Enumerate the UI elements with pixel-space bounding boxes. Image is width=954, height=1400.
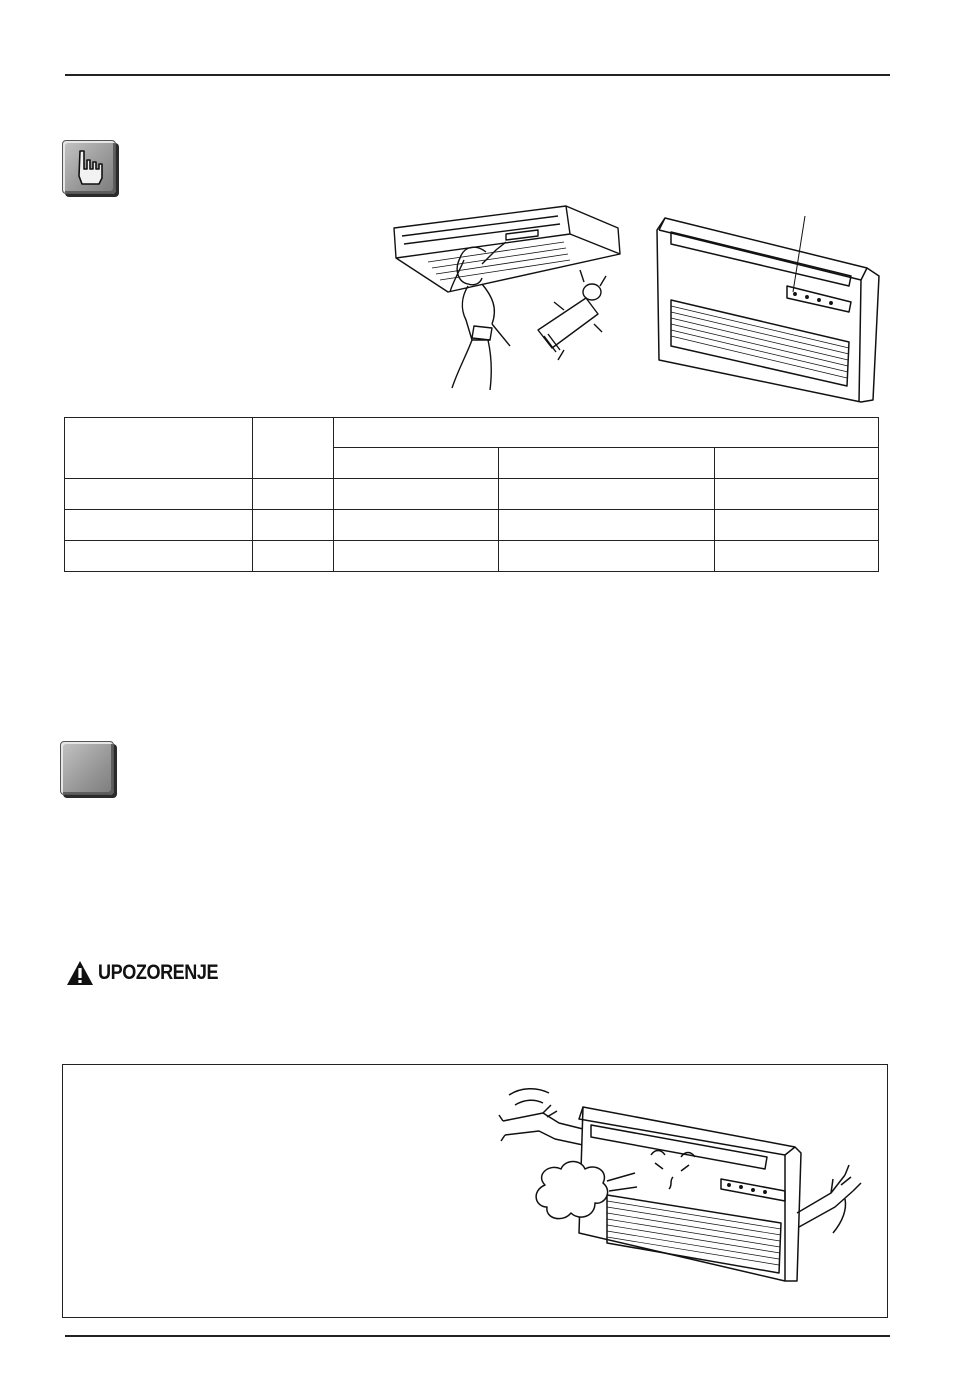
table-cell [499, 541, 715, 572]
table-cell [334, 479, 499, 510]
hand-pointing-icon [63, 141, 115, 193]
table-row [65, 510, 879, 541]
table-header-row [65, 418, 879, 448]
floor-unit-illustration [655, 210, 885, 406]
table-cell [65, 510, 253, 541]
table-header-cell [253, 418, 334, 479]
table-row [65, 479, 879, 510]
table-header-cell [65, 418, 253, 479]
table-subheader-cell [499, 448, 715, 479]
table-cell [715, 541, 879, 572]
bottom-rule [65, 1335, 890, 1337]
table-cell [65, 479, 253, 510]
table-header-group [334, 418, 879, 448]
table-cell [715, 510, 879, 541]
warning-label: UPOZORENJE [98, 961, 219, 984]
table-cell [253, 510, 334, 541]
table-cell [499, 510, 715, 541]
table-cell [334, 541, 499, 572]
section-blank-icon [60, 741, 114, 795]
table-cell [715, 479, 879, 510]
warning-triangle-icon [66, 960, 94, 986]
spec-table [64, 417, 879, 572]
warning-header [66, 958, 238, 988]
ceiling-unit-illustration [388, 200, 628, 392]
table-subheader-cell [715, 448, 879, 479]
table-cell [499, 479, 715, 510]
top-rule [65, 74, 890, 76]
notice-box [62, 1064, 888, 1318]
table-cell [65, 541, 253, 572]
table-cell [253, 541, 334, 572]
table-subheader-cell [334, 448, 499, 479]
section-hand-icon [62, 140, 116, 194]
table-row [65, 541, 879, 572]
sneezing-unit-illustration [495, 1083, 865, 1283]
table-cell [334, 510, 499, 541]
table-cell [253, 479, 334, 510]
